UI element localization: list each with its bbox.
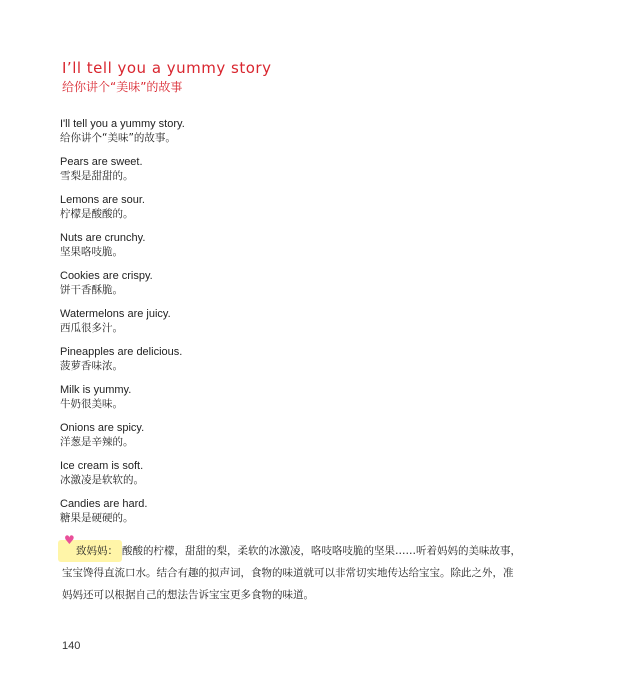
line-english: Onions are spicy. (60, 422, 145, 434)
story-line (60, 383, 480, 411)
note-text: 酸酸的柠檬，甜甜的梨，柔软的冰激凌，咯吱咯吱脆的坚果……听着妈妈的美味故事，宝宝馋得直流口水。结合有趣的拟声词，食物的味道就可以非常切实地传达给宝宝。除此之外，准妈妈还可以根据自己的想法告诉宝宝更多食物的味道。 (62, 545, 521, 601)
line-english: Ice cream is soft. (60, 460, 144, 472)
line-english: Pears are sweet. (60, 156, 143, 168)
line-chinese: 洋葱是辛辣的。 (60, 436, 134, 448)
line-english: Cookies are crispy. (60, 270, 153, 282)
note-to-mom (62, 533, 522, 606)
page-title-english: I’ll tell you a yummy story (62, 59, 272, 77)
line-chinese: 柠檬是酸酸的。 (60, 208, 134, 220)
line-english: Milk is yummy. (60, 384, 132, 396)
line-chinese: 坚果咯吱脆。 (60, 246, 123, 258)
story-line (60, 345, 480, 373)
note-tag-label: 致妈妈： (76, 545, 118, 557)
line-chinese: 糖果是硬硬的。 (60, 512, 134, 524)
line-chinese: 冰激凌是软软的。 (60, 474, 144, 486)
story-line (60, 269, 480, 297)
note-tag (58, 533, 122, 562)
heart-icon: ♥ (64, 533, 75, 547)
line-english: Pineapples are delicious. (60, 346, 183, 358)
line-chinese: 牛奶很美味。 (60, 398, 123, 410)
story-line (60, 421, 480, 449)
line-chinese: 西瓜很多汁。 (60, 322, 123, 334)
story-lines (60, 117, 480, 535)
story-line (60, 117, 480, 145)
line-chinese: 饼干香酥脆。 (60, 284, 123, 296)
page-number: 140 (62, 640, 81, 652)
story-line (60, 231, 480, 259)
line-chinese: 菠萝香味浓。 (60, 360, 123, 372)
line-english: Watermelons are juicy. (60, 308, 171, 320)
story-line (60, 155, 480, 183)
story-line (60, 193, 480, 221)
line-english: Candies are hard. (60, 498, 148, 510)
line-english: Lemons are sour. (60, 194, 145, 206)
line-english: I'll tell you a yummy story. (60, 118, 185, 130)
story-line (60, 459, 480, 487)
story-line (60, 307, 480, 335)
page-title-chinese: 给你讲个“美味”的故事 (62, 80, 183, 94)
line-english: Nuts are crunchy. (60, 232, 146, 244)
line-chinese: 雪梨是甜甜的。 (60, 170, 134, 182)
line-chinese: 给你讲个“美味”的故事。 (60, 132, 176, 144)
story-line (60, 497, 480, 525)
